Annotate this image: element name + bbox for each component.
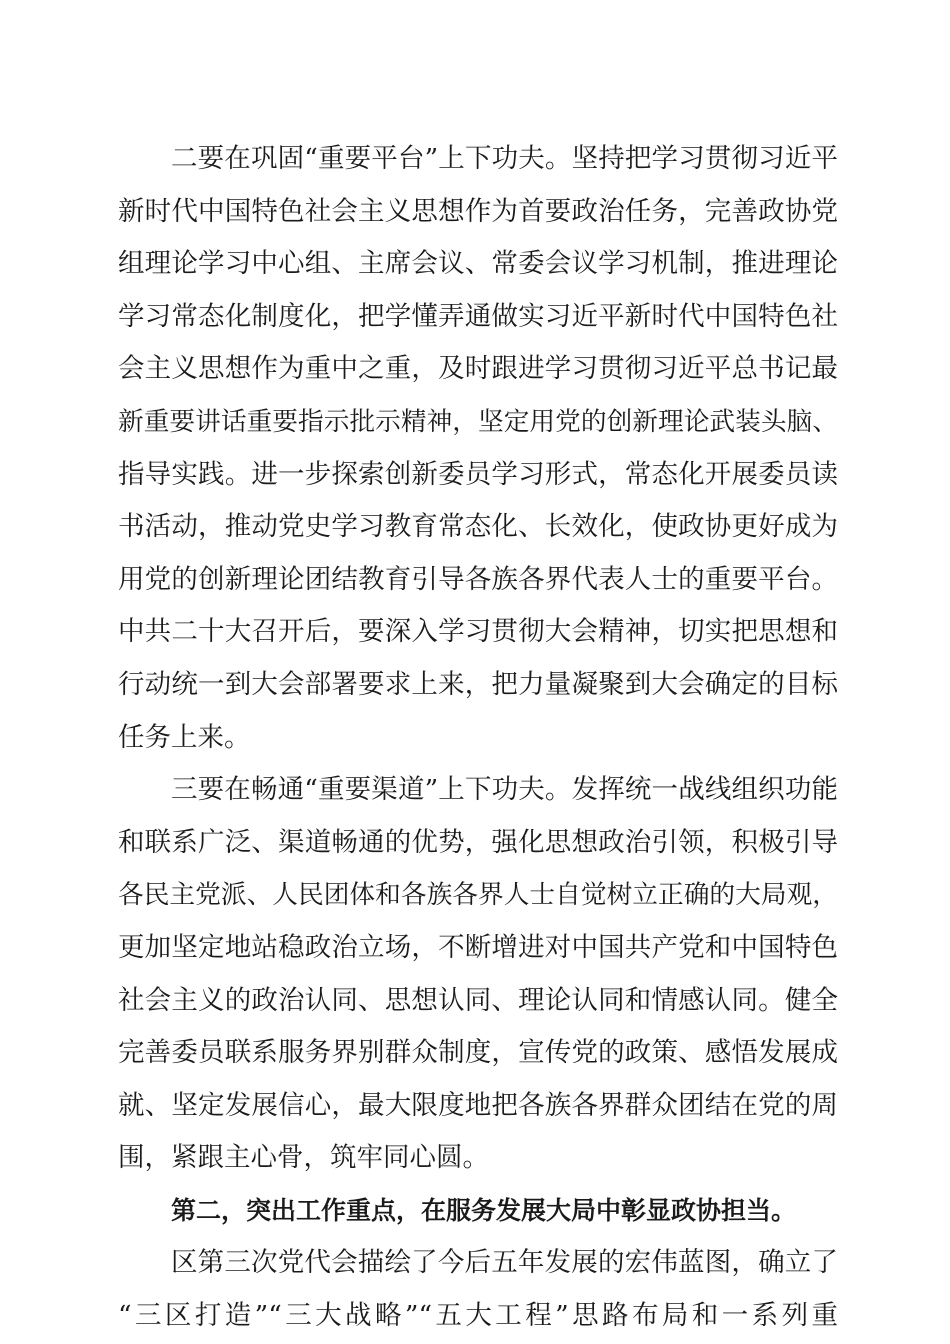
text-line: 行动统一到大会部署要求上来，把力量凝聚到大会确定的目标 (118, 668, 838, 700)
paragraph-blueprint (118, 1237, 838, 1342)
text-line: 组理论学习中心组、主席会议、常委会议学习机制，推进理论 (118, 248, 838, 280)
text-line: 指导实践。进一步探索创新委员学习形式，常态化开展委员读 (118, 458, 838, 490)
text-line: 二要在巩固“重要平台”上下功夫。坚持把学习贯彻习近平 (171, 143, 838, 174)
section-heading-second (118, 1185, 838, 1238)
text-line: 会主义思想作为重中之重，及时跟进学习贯彻习近平总书记最 (118, 353, 838, 385)
text-line: 新时代中国特色社会主义思想作为首要政治任务，完善政协党 (118, 195, 838, 227)
text-line: 完善委员联系服务界别群众制度，宣传党的政策、感悟发展成 (118, 1037, 838, 1069)
document-body (118, 133, 838, 1343)
text-line: 任务上来。 (118, 721, 251, 753)
text-line: 社会主义的政治认同、思想认同、理论认同和情感认同。健全 (118, 984, 838, 1016)
text-line: 区第三次党代会描绘了今后五年发展的宏伟蓝图，确立了 (171, 1247, 838, 1279)
text-line: 围，紧跟主心骨，筑牢同心圆。 (118, 1142, 489, 1174)
section-heading: 第二，突出工作重点，在服务发展大局中彰显政协担当。 (171, 1195, 797, 1225)
text-line: 就、坚定发展信心，最大限度地把各族各界群众团结在党的周 (118, 1089, 838, 1121)
text-line: 更加坚定地站稳政治立场，不断增进对中国共产党和中国特色 (118, 931, 838, 963)
text-line: 中共二十大召开后，要深入学习贯彻大会精神，切实把思想和 (118, 616, 838, 648)
text-line: 各民主党派、人民团体和各族各界人士自觉树立正确的大局观， (118, 880, 838, 911)
text-line: 用党的创新理论团结教育引导各族各界代表人士的重要平台。 (118, 563, 838, 595)
paragraph-channel (118, 764, 838, 1185)
text-line: “三区打造”“三大战略”“五大工程”思路布局和一系列重 (118, 1300, 838, 1332)
text-line: 新重要讲话重要指示批示精神，坚定用党的创新理论武装头脑、 (118, 406, 838, 437)
text-line: 学习常态化制度化，把学懂弄通做实习近平新时代中国特色社 (118, 300, 838, 332)
paragraph-platform (118, 133, 838, 764)
text-line: 和联系广泛、渠道畅通的优势，强化思想政治引领，积极引导 (118, 826, 838, 858)
text-line: 书活动，推动党史学习教育常态化、长效化，使政协更好成为 (118, 511, 838, 543)
text-line: 三要在畅通“重要渠道”上下功夫。发挥统一战线组织功能 (171, 774, 838, 806)
